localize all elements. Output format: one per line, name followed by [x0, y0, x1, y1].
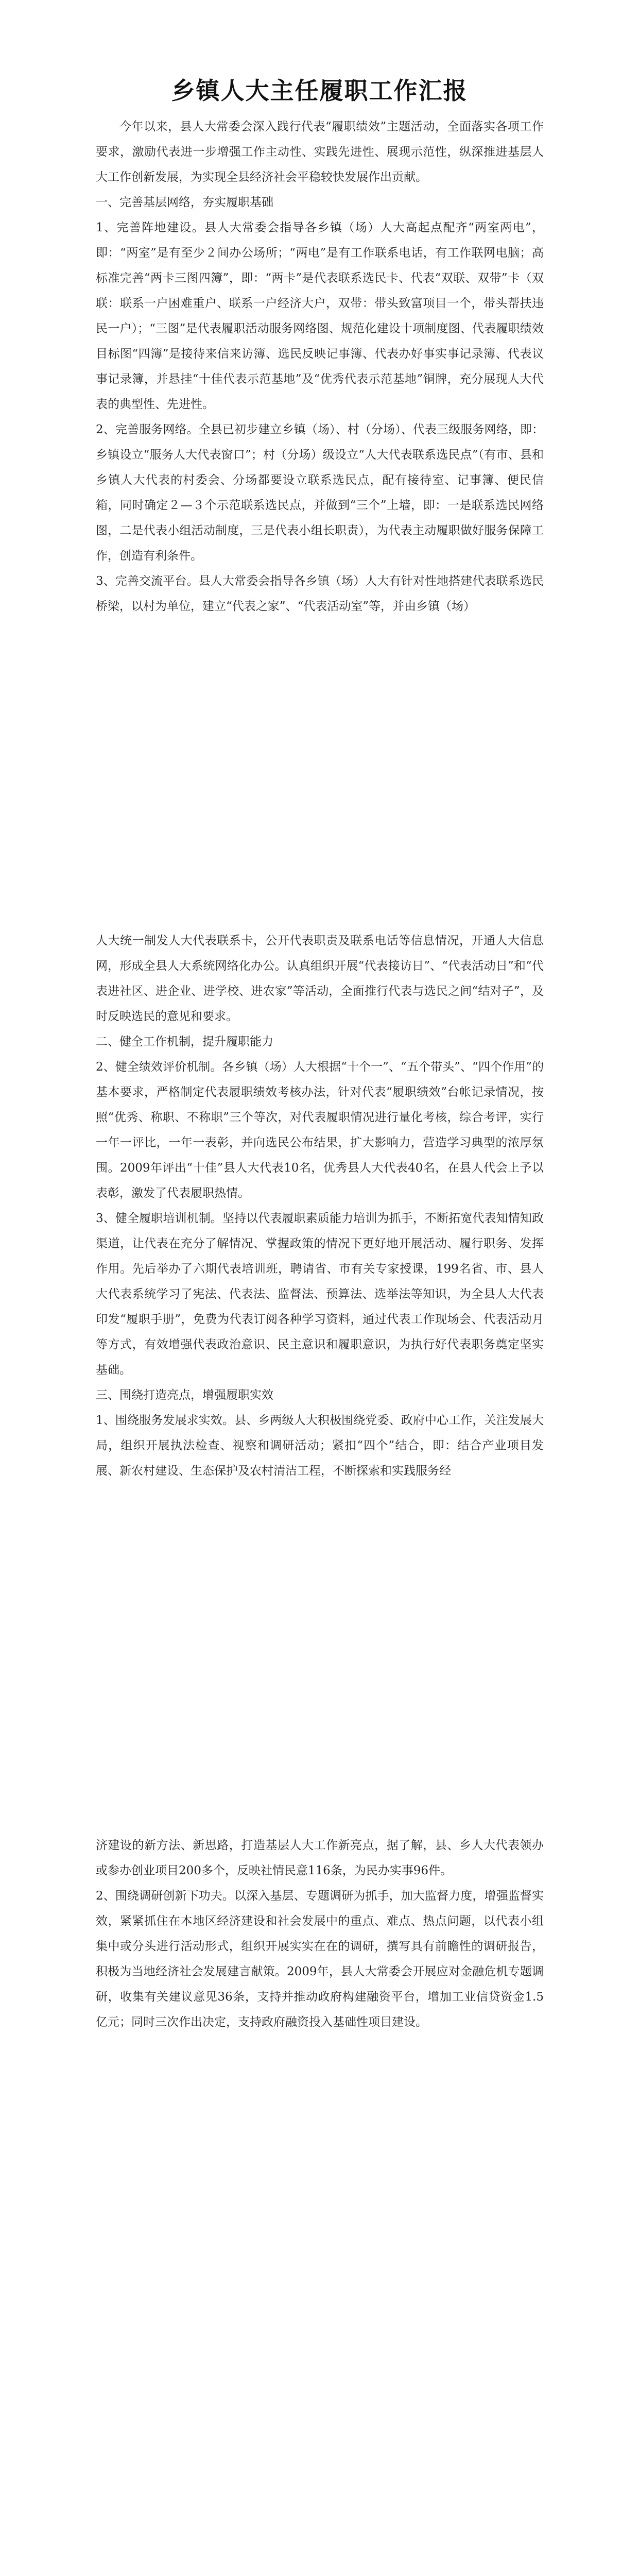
paragraph-3-1-start: 1、围绕服务发展求实效。县、乡两级人大积极围绕党委、政府中心工作，关注发展大局，组织开展执法检查、视察和调研活动；紧扣“四个”结合，即：结合产业项目发展、新农村建设、生态保护及农村清洁工程，不断探索和实践服务经	[96, 1414, 544, 1478]
paragraph-1-3-start: 3、完善交流平台。县人大常委会指导各乡镇（场）人大有针对性地搭建代表联系选民桥梁，以村为单位，建立“代表之家”、“代表活动室”等，并由乡镇（场）	[96, 574, 544, 613]
paragraph-2-3: 3、健全履职培训机制。坚持以代表履职素质能力培训为抓手，不断拓宽代表知情知政渠道，让代表在充分了解情况、掌握政策的情况下更好地开展活动、履行职务、发挥作用。先后举办了六期代表培训班，聘请省、市有关专家授课，199名省、市、县人大代表系统学习了宪法、代表法、监督法、预算法、选举法等知识，为全县人大代表印发“履职手册”，免费为代表订阅各种学习资料，通过代表工作现场会、代表活动月等方式，有效增强代表政治意识、民主意识和履职意识，为执行好代表职务奠定坚实基础。	[96, 1212, 544, 1377]
paragraph-1-3-continued: 人大统一制发人大代表联系卡，公开代表职责及联系电话等信息情况，开通人大信息网，形成全县人大系统网络化办公。认真组织开展“代表接访日”、“代表活动日”和“代表进社区、进企业、进学校、进农家”等活动，全面推行代表与选民之间“结对子”，及时反映选民的意见和要求。	[96, 934, 544, 1023]
document-title: 乡镇人大主任履职工作汇报	[171, 77, 468, 105]
section-part-three	[96, 1833, 544, 2035]
paragraph-1-1: 1、完善阵地建设。县人大常委会指导各乡镇（场）人大高起点配齐“两室两电”，即：“两室”是有至少２间办公场所；“两电”是有工作联系电话，有工作联网电脑；高标准完善“两卡三图四簿”，即：“两卡”是代表联系选民卡、代表“双联、双带”卡（双联：联系一户困难重户、联系一户经济大户，双带：带头致富项目一个，带头帮扶违民一户）；“三图”是代表履职活动服务网络图、规范化建设十项制度图、代表履职绩效目标图“四簿”是接待来信来访簿、选民反映记事簿、代表办好事实事记录簿、代表议事记录簿，并悬挂“十佳代表示范基地”及“优秀代表示范基地”铜牌，充分展现人大代表的典型性、先进性。	[96, 221, 544, 411]
heading-three: 三、围绕打造亮点，增强履职实效	[96, 1388, 273, 1402]
paragraph-3-2: 2、围绕调研创新下功夫。以深入基层、专题调研为抓手，加大监督力度，增强监督实效，紧紧抓住在本地区经济建设和社会发展中的重点、难点、热点问题，以代表小组集中或分头进行活动形式，组织开展实实在在的调研，撰写具有前瞻性的调研报告，积极为当地经济社会发展建言献策。2009年，县人大常委会开展应对金融危机专题调研，收集有关建议意见36条，支持并推动政府构建融资平台，增加工业信贷资金1.5亿元；同时三次作出决定，支持政府融资投入基础性项目建设。	[96, 1889, 544, 2029]
heading-two: 二、健全工作机制，提升履职能力	[96, 1035, 273, 1048]
intro-paragraph: 今年以来，县人大常委会深入践行代表“履职绩效”主题活动，全面落实各项工作要求，激励代表进一步增强工作主动性、实践先进性、展现示范性，纵深推进基层人大工作创新发展，为实现全县经济社会平稳较快发展作出贡献。	[96, 120, 544, 184]
paragraph-1-2: 2、完善服务网络。全县已初步建立乡镇（场）、村（分场）、代表三级服务网络，即：乡镇设立“服务人大代表窗口”；村（分场）级设立“人大代表联系选民点”（有市、县和乡镇人大代表的村委会、分场都要设立联系选民点，配有接待室、记事簿、便民信箱，同时确定２—３个示范联系选民点，并做到“三个”上墙，即：一是联系选民网络图，二是代表小组活动制度，三是代表小组长职责），为代表主动履职做好服务保障工作，创造有利条件。	[96, 423, 544, 563]
section-part-one	[96, 114, 544, 619]
section-part-two	[96, 928, 544, 1484]
paragraph-3-1-continued: 济建设的新方法、新思路，打造基层人大工作新亮点，据了解，县、乡人大代表领办或参办创业项目200多个，反映社情民意116条，为民办实事96件。	[96, 1839, 544, 1877]
paragraph-2-2: 2、健全绩效评价机制。各乡镇（场）人大根据“十个一”、“五个带头”、“四个作用”的基本要求，严格制定代表履职绩效考核办法，针对代表“履职绩效”台帐记录情况，按照“优秀、称职、不称职”三个等次，对代表履职情况进行量化考核，综合考评，实行一年一评比，一年一表彰，并向选民公布结果，扩大影响力，营造学习典型的浓厚氛围。2009年评出“十佳”县人大代表10名，优秀县人大代表40名，在县人代会上予以表彰，激发了代表履职热情。	[96, 1060, 544, 1200]
heading-one: 一、完善基层网络，夯实履职基础	[96, 196, 273, 209]
